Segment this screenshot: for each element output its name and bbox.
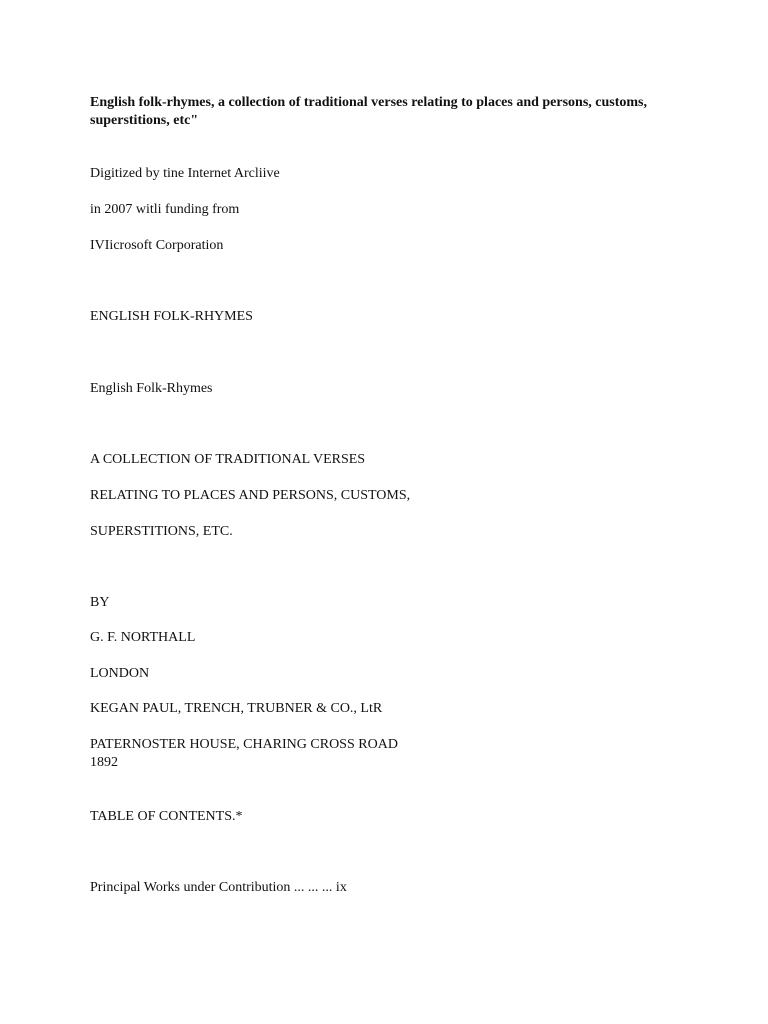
heading-mixed: English Folk-Rhymes [90,381,213,396]
toc-entry: Principal Works under Contribution ... ... ... ix [90,880,347,895]
publication-year: 1892 [90,755,118,770]
funding-line: in 2007 witli funding from [90,202,240,217]
sponsor-line: IVIicrosoft Corporation [90,238,224,253]
document-title: English folk-rhymes, a collection of traditional verses relating to places and persons, customs, superstitions, etc" [90,95,648,128]
subtitle-line-3: SUPERSTITIONS, ETC. [90,524,233,539]
digitized-by-line: Digitized by tine Internet Arcliive [90,166,280,181]
by-line: BY [90,595,110,610]
publisher-name: KEGAN PAUL, TRENCH, TRUBNER & CO., LtR [90,701,383,716]
publisher-address: PATERNOSTER HOUSE, CHARING CROSS ROAD [90,737,398,752]
heading-caps: ENGLISH FOLK-RHYMES [90,309,253,324]
author-name: G. F. NORTHALL [90,630,196,645]
subtitle-line-1: A COLLECTION OF TRADITIONAL VERSES [90,452,366,467]
subtitle-line-2: RELATING TO PLACES AND PERSONS, CUSTOMS, [90,488,411,503]
publication-city: LONDON [90,666,150,681]
toc-heading: TABLE OF CONTENTS.* [90,809,243,824]
